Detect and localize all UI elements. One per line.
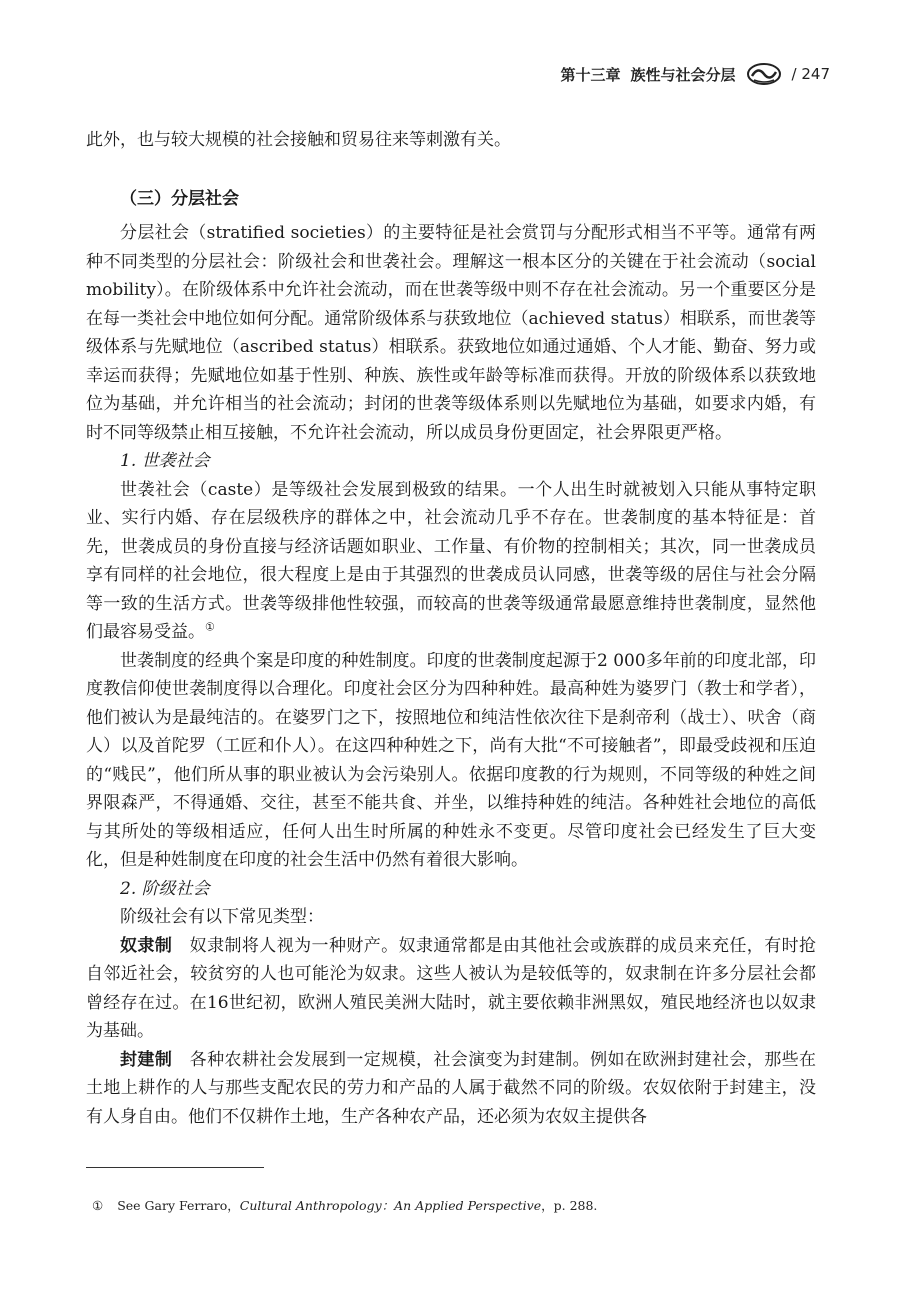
caste-paragraph-1-text: 世袭社会（caste）是等级社会发展到极致的结果。一个人出生时就被划入只能从事特定职业、实行内婚、存在层级秩序的群体之中，社会流动几乎不存在。世袭制度的基本特征是：首先，世袭成员的身份直接与经济话题如职业、工作量、有价物的控制相关；其次，同一世袭成员享有同样的社会地位，很大程度上是由于其强烈的世袭成员认同感，世袭等级的居住与社会分隔等一致的生活方式。世袭等级排他性较强，而较高的世袭等级通常最愿意维持世袭制度，显然他们最容易受益。 — [86, 479, 816, 642]
class-intro-paragraph: 阶级社会有以下常见类型： — [120, 907, 324, 927]
page-number: / 247 — [791, 65, 830, 83]
intro-paragraph: 此外，也与较大规模的社会接触和贸易往来等刺激有关。 — [86, 130, 511, 150]
stratified-paragraph: 分层社会（stratified societies）的主要特征是社会赏罚与分配形式相当不平等。通常有两种不同类型的分层社会：阶级社会和世袭社会。理解这一根本区分的关键在于社会流动（social mobility）。在阶级体系中允许社会流动，而在世袭等级中则不存在社会流动。另一个重要区分是在每一类社会中地位如何分配。通常阶级体系与获致地位（achieved status）相联系，而世袭等级体系与先赋地位（ascribed status）相联系。获致地位如通过通婚、个人才能、勤奋、努力或幸运而获得；先赋地位如基于性别、种族、族性或年龄等标准而获得。开放的阶级体系以获致地位为基础，并允许相当的社会流动；封闭的世袭等级体系则以先赋地位为基础，如要求内婚，有时不同等级禁止相互接触，不允许社会流动，所以成员身份更固定，社会界限更严格。 — [86, 223, 816, 443]
footnote-mark: ① — [92, 1198, 104, 1213]
footnote-reference[interactable]: ① — [205, 620, 215, 634]
caste-paragraph-1 — [86, 476, 816, 647]
feudal-text: 各种农耕社会发展到一定规模，社会演变为封建制。例如在欧洲封建社会，那些在土地上耕作的人与那些支配农民的劳力和产品的人属于截然不同的阶级。农奴依附于封建主，没有人身自由。他们不仅耕作土地，生产各种农产品，还必须为农奴主提供各 — [86, 1049, 817, 1127]
feudal-term: 封建制 — [120, 1049, 173, 1070]
caste-paragraph-2: 世袭制度的经典个案是印度的种姓制度。印度的世袭制度起源于2 000多年前的印度北部，印度教信仰使世袭制度得以合理化。印度社会区分为四种种姓。最高种姓为婆罗门（教士和学者），他们被认为是最纯洁的。在婆罗门之下，按照地位和纯洁性依次往下是刹帝利（战士）、吠舍（商人）以及首陀罗（工匠和仆人）。在这四种种姓之下，尚有大批“不可接触者”，即最受歧视和压迫的“贱民”，他们所从事的职业被认为会污染别人。依据印度教的行为规则，不同等级的种姓之间界限森严，不得通婚、交往，甚至不能共食、并坐，以维持种姓的纯洁。各种姓社会地位的高低与其所处的等级相适应，任何人出生时所属的种姓永不变更。尽管印度社会已经发生了巨大变化，但是种姓制度在印度的社会生活中仍然有着很大影响。 — [86, 650, 816, 870]
footnote-text-post: ，p. 288. — [541, 1198, 598, 1213]
running-header — [561, 62, 830, 86]
footnote — [92, 1197, 597, 1215]
section-title: （三）分层社会 — [120, 188, 239, 209]
subsection-caste-title: 1. 世袭社会 — [120, 451, 210, 471]
footnote-divider — [86, 1167, 264, 1168]
chapter-label: 第十三章 — [560, 65, 621, 84]
slavery-term: 奴隶制 — [120, 935, 173, 956]
slavery-text: 奴隶制将人视为一种财产。奴隶通常都是由其他社会或族群的成员来充任，有时抢自邻近社会，较贫穷的人也可能沦为奴隶。这些人被认为是较低等的，奴隶制在许多分层社会都曾经存在过。在16世纪初，欧洲人殖民美洲大陆时，就主要依赖非洲黑奴，殖民地经济也以奴隶为基础。 — [86, 935, 817, 1041]
chapter-emblem-icon — [746, 62, 782, 86]
feudal-paragraph — [86, 1046, 816, 1132]
footnote-text-pre: See Gary Ferraro， — [117, 1198, 240, 1213]
footnote-book-title: Cultural Anthropology：An Applied Perspective — [239, 1198, 542, 1213]
subsection-class-title: 2. 阶级社会 — [120, 878, 210, 899]
page-body — [86, 126, 816, 1131]
chapter-title: 族性与社会分层 — [630, 65, 736, 84]
slavery-paragraph — [86, 932, 816, 1046]
